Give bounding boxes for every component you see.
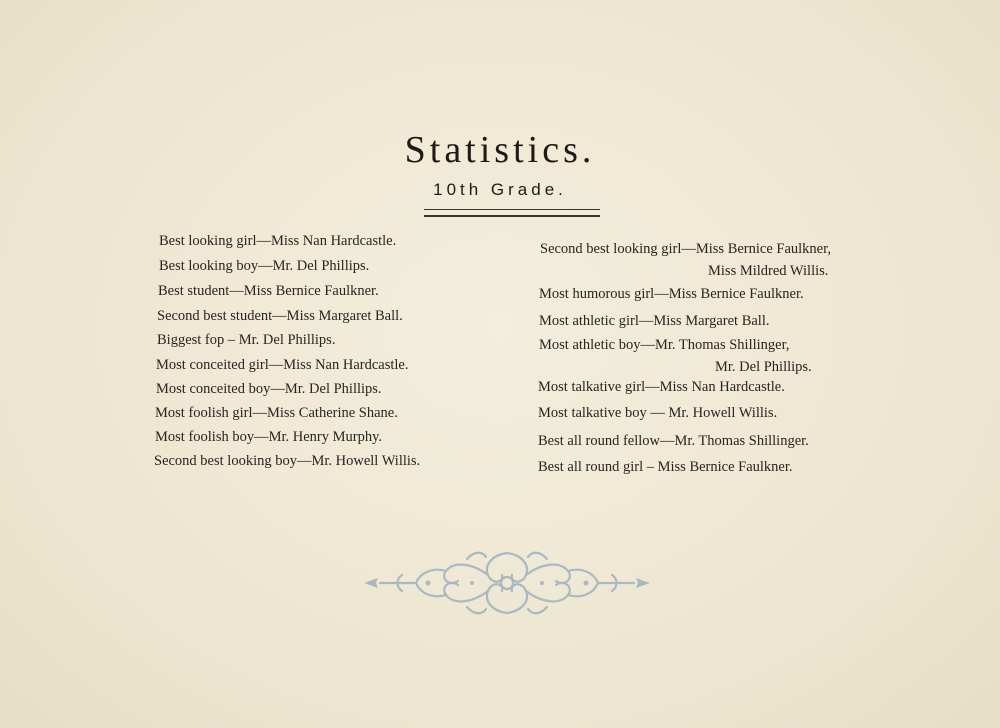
list-item: Most talkative girl—Miss Nan Hardcastle. (538, 379, 785, 395)
list-item: Biggest fop – Mr. Del Phillips. (157, 332, 336, 348)
page-subtitle: 10th Grade. (433, 180, 567, 199)
double-rule-divider (424, 209, 600, 217)
list-item-continuation: Mr. Del Phillips. (715, 359, 812, 375)
list-item: Best all round girl – Miss Bernice Faulkner. (538, 459, 793, 475)
list-item: Best looking girl—Miss Nan Hardcastle. (159, 233, 397, 249)
list-item: Most talkative boy — Mr. Howell Willis. (538, 405, 778, 421)
list-item: Most foolish boy—Mr. Henry Murphy. (155, 429, 383, 445)
page-title: Statistics. (404, 129, 596, 171)
ornament-icon (362, 545, 652, 621)
list-item: Best student—Miss Bernice Faulkner. (158, 283, 379, 299)
list-item-continuation: Miss Mildred Willis. (708, 263, 829, 279)
list-item: Second best looking girl—Miss Bernice Faulkner, (540, 241, 831, 257)
list-item: Second best student—Miss Margaret Ball. (157, 308, 403, 324)
list-item: Best all round fellow—Mr. Thomas Shillinger. (538, 433, 809, 449)
list-item: Most athletic girl—Miss Margaret Ball. (539, 313, 770, 329)
list-item: Most humorous girl—Miss Bernice Faulkner. (539, 286, 804, 302)
list-item: Most athletic boy—Mr. Thomas Shillinger, (539, 337, 790, 353)
list-item: Best looking boy—Mr. Del Phillips. (159, 258, 370, 274)
list-item: Most foolish girl—Miss Catherine Shane. (155, 405, 398, 421)
list-item: Most conceited girl—Miss Nan Hardcastle. (156, 357, 409, 373)
list-item: Most conceited boy—Mr. Del Phillips. (156, 381, 382, 397)
list-item: Second best looking boy—Mr. Howell Willis. (154, 453, 421, 469)
